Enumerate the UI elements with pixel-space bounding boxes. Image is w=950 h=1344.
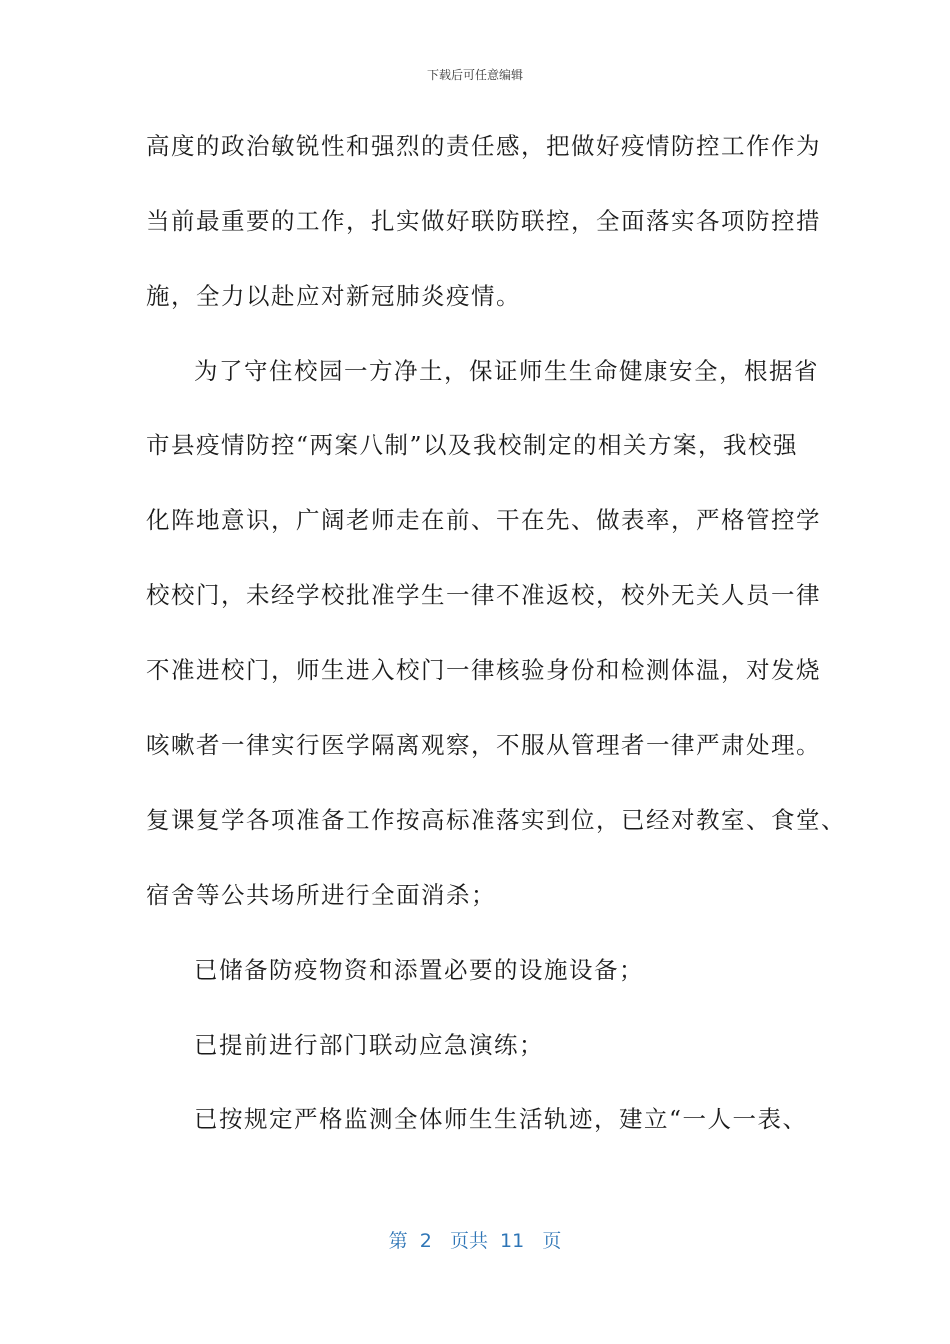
text-line: 宿舍等公共场所进行全面消杀； (146, 881, 496, 909)
text-line: 化阵地意识，广阔老师走在前、干在先、做表率，严格管控学 (146, 506, 821, 534)
text-line: 当前最重要的工作，扎实做好联防联控，全面落实各项防控措 (146, 207, 821, 235)
header-note: 下载后可任意编辑 (426, 68, 523, 82)
paragraph-first-line: 已储备防疫物资和添置必要的设施设备； (194, 956, 644, 984)
text-line: 施，全力以赴应对新冠肺炎疫情。 (146, 282, 521, 310)
page-number: 第 2 页共 11 页 (388, 1230, 562, 1252)
text-line: 市县疫情防控“两案八制”以及我校制定的相关方案，我校强 (146, 431, 799, 459)
paragraph-first-line: 已提前进行部门联动应急演练； (194, 1031, 544, 1059)
paragraph-first-line: 为了守住校园一方净土，保证师生生命健康安全，根据省 (194, 357, 819, 385)
text-line: 咳嗽者一律实行医学隔离观察，不服从管理者一律严肃处理。 (146, 731, 821, 759)
paragraph-first-line: 已按规定严格监测全体师生生活轨迹，建立“一人一表、 (194, 1105, 808, 1133)
text-line: 高度的政治敏锐性和强烈的责任感，把做好疫情防控工作作为 (146, 132, 821, 160)
text-line: 复课复学各项准备工作按高标准落实到位，已经对教室、食堂、 (146, 806, 846, 834)
text-line: 校校门，未经学校批准学生一律不准返校，校外无关人员一律 (146, 581, 821, 609)
text-line: 不准进校门，师生进入校门一律核验身份和检测体温，对发烧 (146, 656, 821, 684)
